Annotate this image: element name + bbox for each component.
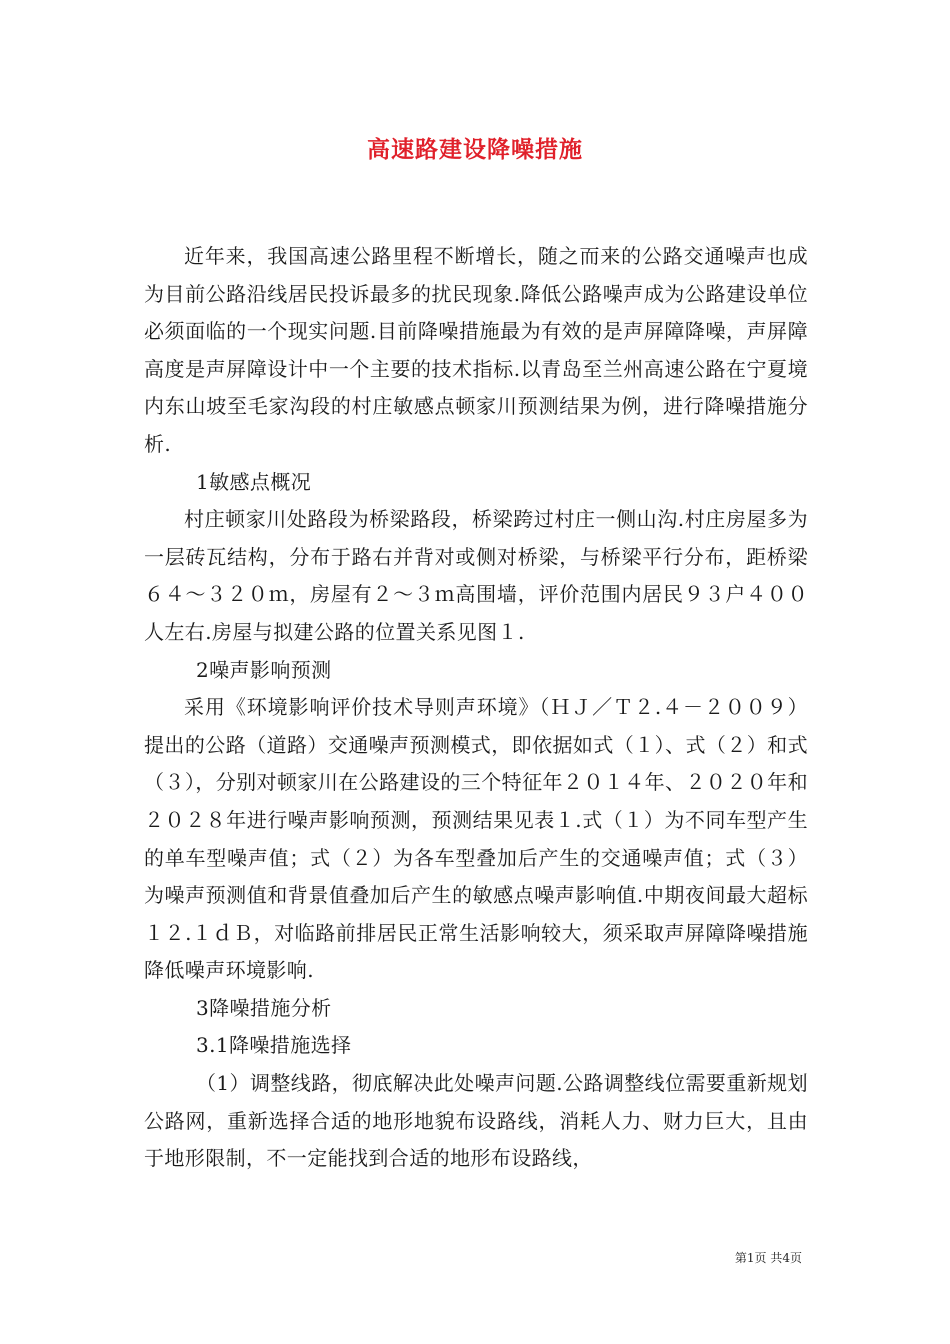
page-number: 第1页 共4页 [734, 1251, 802, 1265]
section-heading-3: 3降噪措施分析 [196, 995, 332, 1020]
section-heading-3-1: 3.1降噪措施选择 [196, 1033, 352, 1058]
paragraph-intro: 近年来，我国高速公路里程不断增长，随之而来的公路交通噪声也成为目前公路沿线居民投诉最多的扰民现象.降低公路噪声成为公路建设单位必须面临的一个现实问题.目前降噪措施最为有效的是声屏障降噪，声屏障高度是声屏障设计中一个主要的技术指标.以青岛至兰州高速公路在宁夏境内东山坡至毛家沟段的村庄敏感点顿家川预测结果为例，进行降噪措施分析. [144, 244, 808, 456]
document-title: 高速路建设降噪措施 [367, 136, 583, 163]
document-body [144, 238, 808, 1178]
paragraph-noise-prediction: 采用《环境影响评价技术导则声环境》（ＨＪ／Ｔ２.４－２００９）提出的公路（道路）交通噪声预测模式，即依据如式（１）、式（２）和式（３），分别对顿家川在公路建设的三个特征年２０１４年、２０２０年和２０２８年进行噪声影响预测，预测结果见表１.式（１）为不同车型产生的单车型噪声值；式（２）为各车型叠加后产生的交通噪声值；式（３）为噪声预测值和背景值叠加后产生的敏感点噪声影响值.中期夜间最大超标１２.１ｄＢ，对临路前排居民正常生活影响较大，须采取声屏障降噪措施降低噪声环境影响. [144, 695, 808, 983]
paragraph-measure-1: （1）调整线路，彻底解决此处噪声问题.公路调整线位需要重新规划公路网，重新选择合适的地形地貌布设路线，消耗人力、财力巨大，且由于地形限制，不一定能找到合适的地形布设路线， [144, 1071, 808, 1171]
section-heading-1: 1敏感点概况 [196, 469, 312, 494]
paragraph-sensitive-point: 村庄顿家川处路段为桥梁路段，桥梁跨过村庄一侧山沟.村庄房屋多为一层砖瓦结构，分布于路右并背对或侧对桥梁，与桥梁平行分布，距桥梁６４～３２０ｍ，房屋有２～３ｍ高围墙，评价范围内居民９３户４００人左右.房屋与拟建公路的位置关系见图１. [144, 507, 808, 644]
section-heading-2: 2噪声影响预测 [196, 657, 332, 682]
